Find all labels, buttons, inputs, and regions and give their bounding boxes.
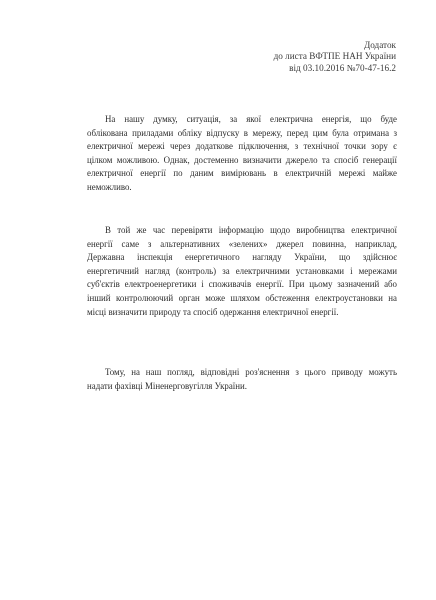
paragraph-1 [87, 113, 397, 195]
paragraph-line: електричної мережі через додаткове підключення, з технічної точки зору є [87, 141, 397, 152]
paragraph-line: В той же час перевіряти інформацію щодо виробництва електричної [105, 225, 397, 235]
paragraph-3 [87, 366, 397, 393]
paragraph-line: цілком можливою. Однак, достеменно визначити джерело та спосіб генерації [87, 154, 397, 165]
paragraph-line: суб'єктів електроенергетики і споживачів енергії. При цьому зазначений або [87, 279, 397, 290]
paragraph-line: Тому, на наш погляд, відповідні роз'яснення з цього приводу можуть [105, 367, 397, 377]
paragraph-2 [87, 224, 397, 319]
letter-date-number: від 03.10.2016 №70-47-16.2 [289, 62, 396, 73]
paragraph-line: енергетичний нагляд (контроль) за електричними установками і мережами [87, 265, 397, 276]
paragraph-line: інший контролюючий орган може шляхом обстеження електроустановки на [87, 292, 397, 303]
letter-reference: до листа ВФТПЕ НАН України [273, 51, 396, 62]
paragraph-line: неможливо. [87, 181, 132, 192]
appendix-label: Додаток [363, 40, 396, 50]
paragraph-line: місці визначити природу та спосіб одержання електричної енергії. [87, 306, 339, 317]
paragraph-line: електричної енергії по даним вимірювань в електричній мережі майже [87, 168, 397, 179]
paragraph-line: облікована приладами обліку відпуску в мережу, перед цим була отримана з [87, 127, 397, 138]
paragraph-line: Державна інспекція енергетичного нагляду України, що здійснює [87, 252, 397, 263]
paragraph-line: енергії саме з альтернативних «зелених» джерел повинна, наприклад, [87, 238, 397, 249]
paragraph-line: надати фахівці Міненерговугілля України. [87, 380, 247, 391]
paragraph-line: На нашу думку, ситуація, за якої електрична енергія, що буде [105, 114, 397, 124]
appendix-header [274, 40, 396, 74]
